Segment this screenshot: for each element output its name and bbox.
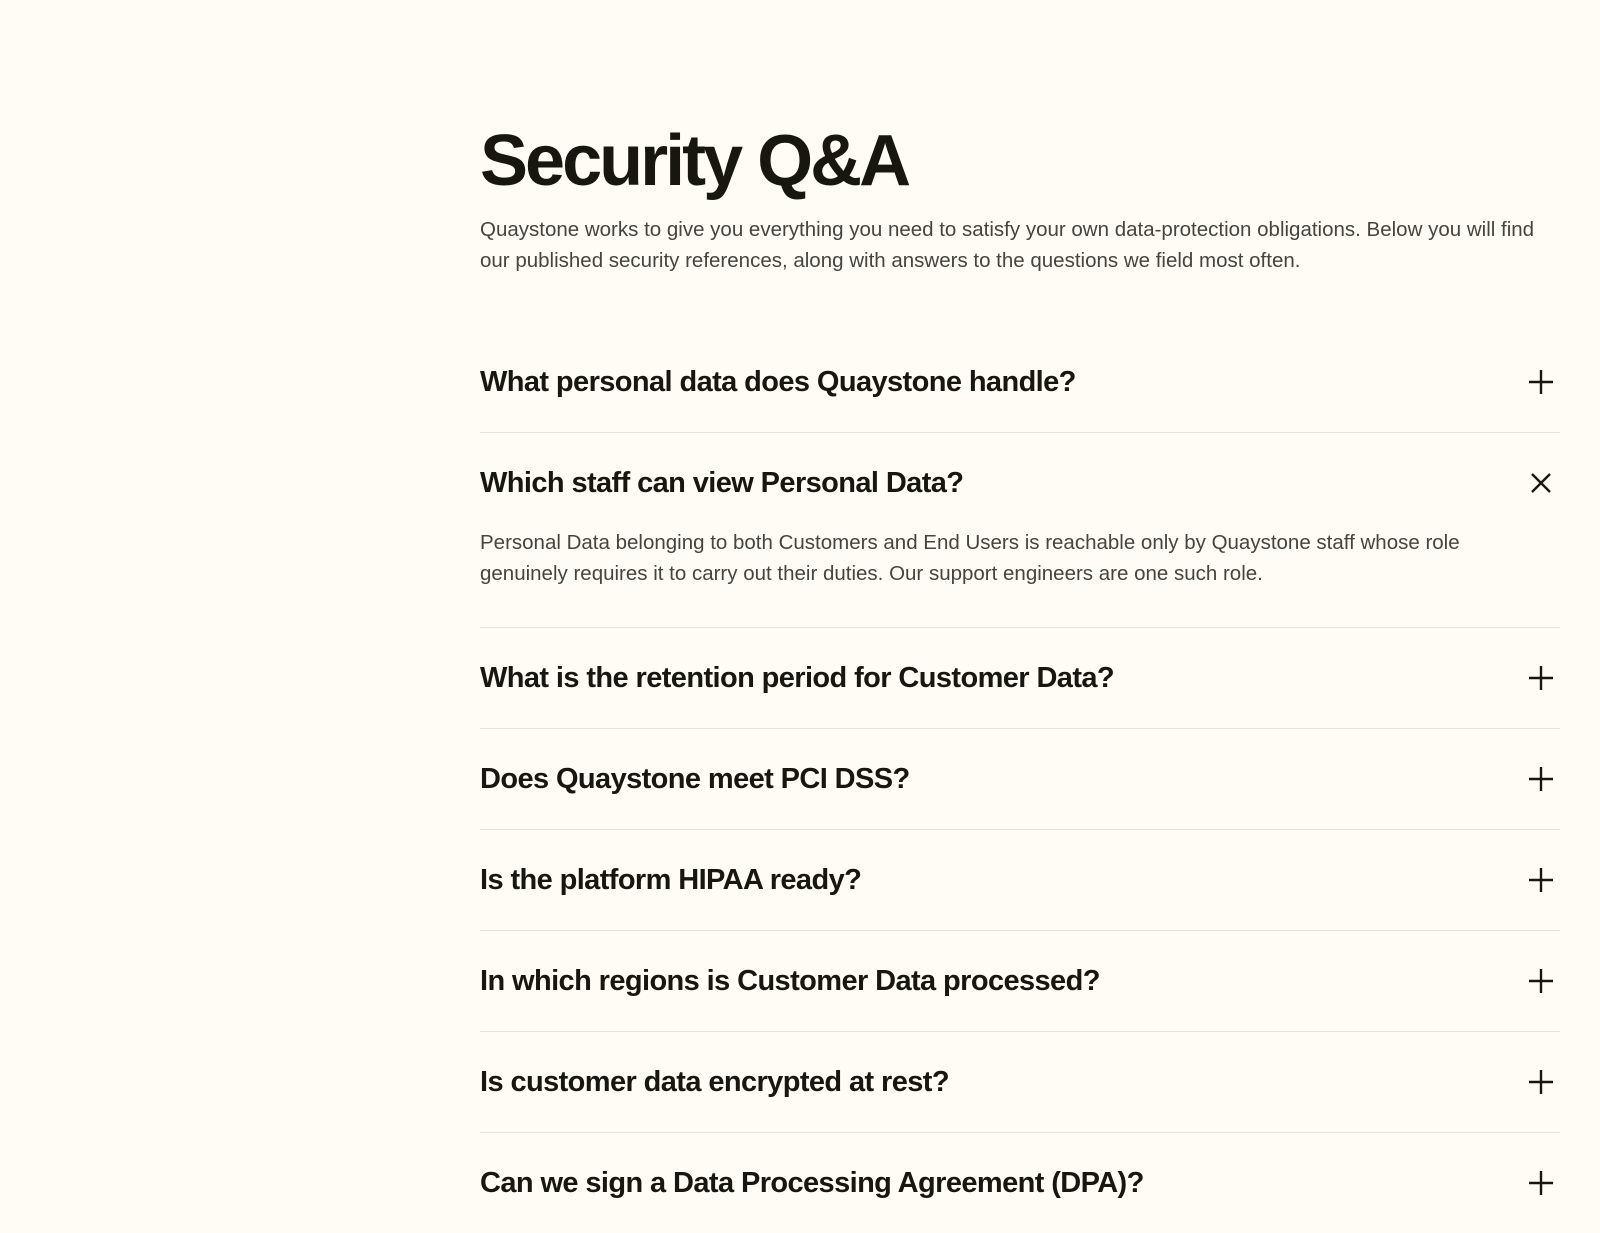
faq-item xyxy=(480,332,1560,433)
intro-paragraph: Quaystone works to give you everything you need to satisfy your own data-protection obligations. Below you will find our published security references, along with answers to the questions we field most often. xyxy=(480,218,1535,272)
faq-question-text: Can we sign a Data Processing Agreement (DPA)? xyxy=(480,1166,1144,1199)
close-icon[interactable] xyxy=(1526,468,1556,498)
faq-list xyxy=(480,332,1560,1233)
faq-question-text: What personal data does Quaystone handle? xyxy=(480,365,1076,398)
plus-icon[interactable] xyxy=(1526,663,1556,693)
faq-question-text: What is the retention period for Customer Data? xyxy=(480,661,1115,694)
faq-item-expanded xyxy=(480,433,1560,628)
faq-item xyxy=(480,628,1560,729)
plus-icon[interactable] xyxy=(1526,865,1556,895)
faq-question-toggle[interactable] xyxy=(480,628,1560,728)
faq-question-text: Is customer data encrypted at rest? xyxy=(480,1065,949,1098)
faq-question-text: Which staff can view Personal Data? xyxy=(480,466,964,499)
plus-icon[interactable] xyxy=(1526,1067,1556,1097)
faq-question-toggle[interactable] xyxy=(480,729,1560,829)
security-qa-section xyxy=(480,118,1560,1233)
faq-item xyxy=(480,931,1560,1032)
faq-question-toggle[interactable] xyxy=(480,1133,1560,1233)
faq-item xyxy=(480,1133,1560,1233)
faq-question-toggle[interactable] xyxy=(480,332,1560,432)
faq-question-text: Is the platform HIPAA ready? xyxy=(480,863,862,896)
faq-question-text: In which regions is Customer Data processed? xyxy=(480,964,1100,997)
faq-question-text: Does Quaystone meet PCI DSS? xyxy=(480,762,910,795)
plus-icon[interactable] xyxy=(1526,367,1556,397)
faq-item xyxy=(480,830,1560,931)
page-title: Security Q&A xyxy=(480,121,909,201)
faq-question-toggle[interactable] xyxy=(480,433,1560,533)
faq-item xyxy=(480,1032,1560,1133)
faq-question-toggle[interactable] xyxy=(480,1032,1560,1132)
faq-question-toggle[interactable] xyxy=(480,931,1560,1031)
plus-icon[interactable] xyxy=(1526,764,1556,794)
faq-item xyxy=(480,729,1560,830)
plus-icon[interactable] xyxy=(1526,966,1556,996)
plus-icon[interactable] xyxy=(1526,1168,1556,1198)
faq-question-toggle[interactable] xyxy=(480,830,1560,930)
faq-answer: Personal Data belonging to both Customers and End Users is reachable only by Quaystone staff whose role genuinely requires it to carry out their duties. Our support engineers are one such role. xyxy=(480,531,1460,585)
